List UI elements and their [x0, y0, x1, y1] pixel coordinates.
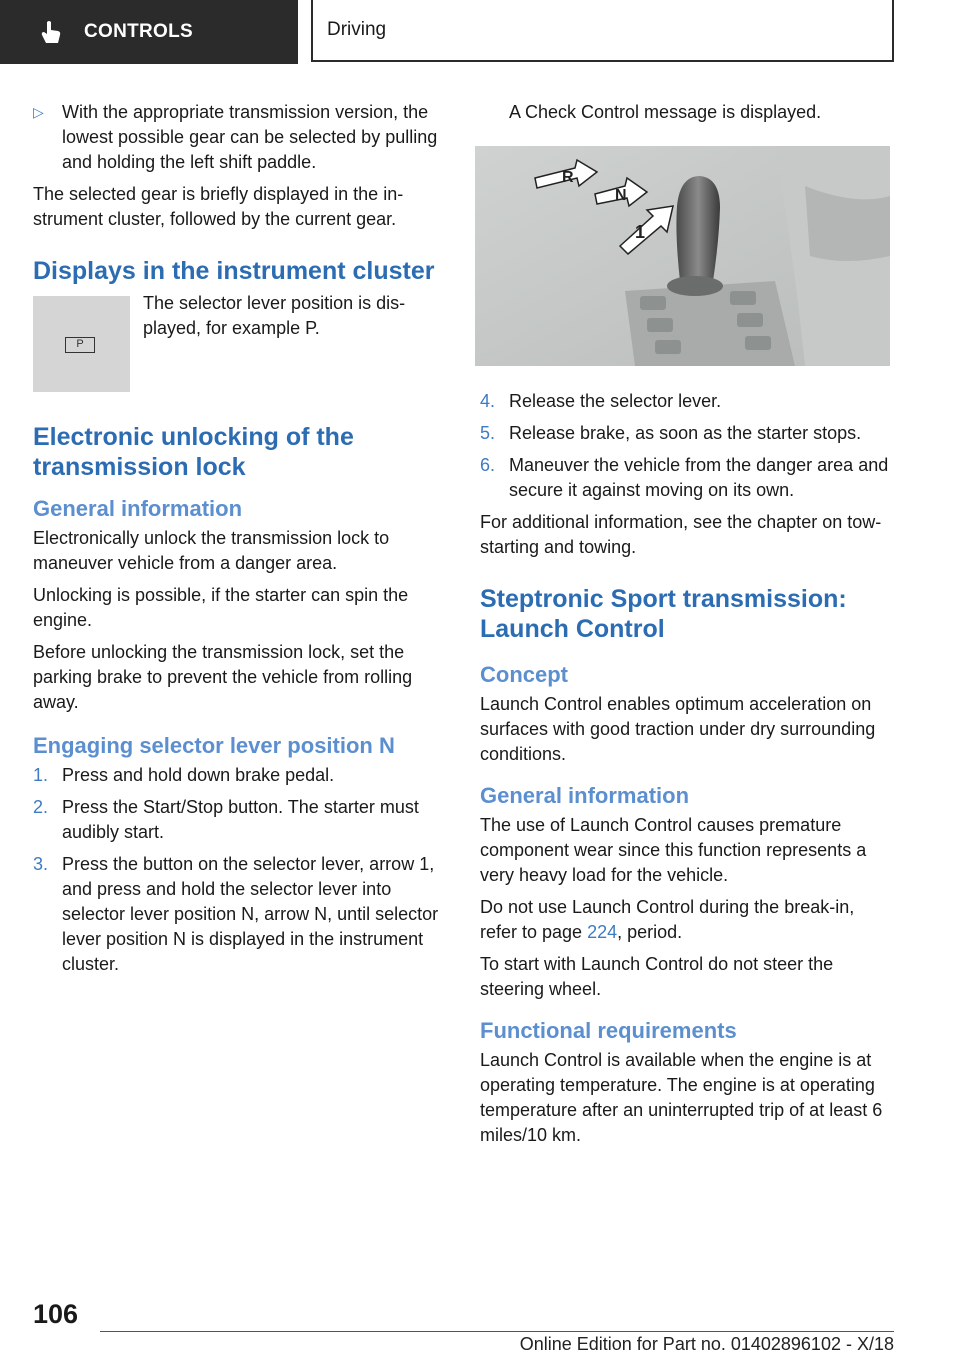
step-item [33, 763, 449, 788]
bullet-text: With the appropriate transmission version, the lowest possible gear can be selected by pulling and holding the left shift paddle. [62, 102, 438, 172]
heading-general-info: General information [33, 496, 243, 521]
step-item [33, 852, 449, 977]
step-text: Release brake, as soon as the starter stops. [509, 423, 862, 443]
arrow-label-n: N [615, 187, 627, 204]
heading-engaging-n: Engaging selector lever position N [33, 733, 395, 758]
paragraph: Launch Control is available when the engine is at operating temperature. The engine is at operating temperature after an uninterrupted trip of at least 6 miles/10 km. [480, 1050, 883, 1145]
chapter-tab-driving[interactable] [311, 0, 894, 62]
step-number: 4. [480, 391, 496, 411]
display-row [33, 293, 449, 392]
bullet-item [33, 100, 449, 175]
step-item [480, 421, 892, 446]
selector-lever-figure [475, 146, 890, 366]
arrow-label-r: R [562, 169, 574, 186]
step-item [480, 453, 892, 503]
step-number: 5. [480, 423, 496, 443]
section-tab-controls[interactable] [0, 0, 298, 64]
step-item [480, 389, 892, 414]
footer-divider [100, 1331, 894, 1332]
paragraph: To start with Launch Control do not steer the steering wheel. [480, 954, 834, 999]
paragraph: Launch Control enables optimum acceleration on surfaces with good traction under dry surrounding conditions. [480, 694, 876, 764]
heading-launch-control: Steptronic Sport transmission: Launch Control [480, 585, 847, 643]
section-tab-label: CONTROLS [84, 21, 194, 42]
arrow-label-1: 1 [635, 222, 646, 242]
footer-edition: Online Edition for Part no. 01402896102 - X/18 [519, 1334, 894, 1354]
step-text: Press the button on the selector lever, arrow 1, and press and hold the selector lever into selector lever position N, arrow N, until selector lever position N is displayed in the instrument cluster. [62, 854, 439, 974]
p-symbol-icon: P [65, 337, 95, 353]
paragraph: Before unlocking the transmission lock, set the parking brake to prevent the vehicle from rolling away. [33, 642, 413, 712]
right-column [480, 100, 892, 1155]
paragraph: Electronically unlock the transmission lock to maneuver vehicle from a danger area. [33, 528, 390, 573]
step-number: 6. [480, 455, 496, 475]
heading-unlocking: Electronic unlocking of the transmission lock [33, 423, 354, 481]
chapter-tab-label: Driving [327, 19, 387, 40]
triangle-bullet-icon: ▷ [33, 104, 44, 120]
step-text: Press the Start/Stop button. The starter must audibly start. [62, 797, 419, 842]
step-number: 1. [33, 765, 49, 785]
display-text: The selector lever position is displayed, for example P. [143, 293, 406, 338]
hand-pointer-icon [38, 19, 64, 45]
heading-concept: Concept [480, 662, 568, 687]
cluster-display-image [33, 296, 130, 392]
heading-functional-requirements: Functional requirements [480, 1018, 737, 1043]
heading-displays: Displays in the instrument cluster [33, 257, 435, 285]
paragraph [480, 895, 892, 945]
step-number: 3. [33, 854, 49, 874]
left-column [33, 100, 449, 984]
paragraph: For additional information, see the chapter on tow-starting and towing. [480, 512, 882, 557]
step-text: Release the selector lever. [509, 391, 722, 411]
page-number: 106 [33, 1299, 79, 1329]
page-header [0, 0, 960, 66]
paragraph: The selected gear is briefly displayed in the instrument cluster, followed by the current gear. [33, 184, 404, 229]
step-item [33, 795, 449, 845]
text-span: , period. [617, 922, 683, 942]
continued-text: A Check Control message is displayed. [509, 102, 822, 122]
step-number: 2. [33, 797, 49, 817]
page-link[interactable]: 224 [587, 922, 618, 942]
text-span: Do not use Launch Control during the break-in, refer to page [480, 897, 855, 942]
step-text: Press and hold down brake pedal. [62, 765, 335, 785]
paragraph: Unlocking is possible, if the starter can spin the engine. [33, 585, 409, 630]
step-text: Maneuver the vehicle from the danger area and secure it against moving on its own. [509, 455, 889, 500]
paragraph: The use of Launch Control causes premature component wear since this function represents a very heavy load for the vehicle. [480, 815, 867, 885]
heading-general-info: General information [480, 783, 690, 808]
